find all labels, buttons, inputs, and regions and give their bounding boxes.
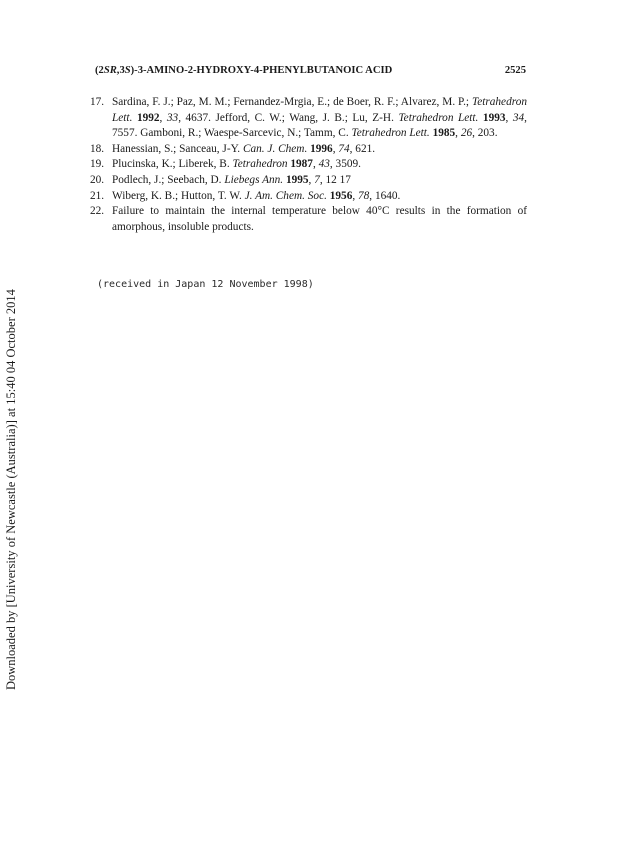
reference-text: Hanessian, S.; Sanceau, J-Y. — [112, 142, 243, 155]
reference-text: 1987 — [290, 158, 313, 171]
reference-text: 78 — [358, 189, 370, 202]
reference-text: Tetrahedron Lett. — [112, 96, 527, 124]
reference-text: , — [308, 173, 315, 186]
reference-text: , 203. — [472, 127, 498, 140]
reference-text: 43 — [318, 158, 330, 171]
download-watermark — [4, 220, 22, 690]
reference-text: 1996 — [310, 142, 333, 155]
reference-text: , 1640. — [369, 189, 401, 202]
reference-number: 21. — [90, 189, 105, 202]
reference-text: , — [505, 111, 513, 124]
reference-text: 33 — [166, 111, 179, 124]
reference-number: 17. — [90, 96, 105, 108]
reference-text: 1956 — [329, 189, 353, 202]
reference-text: , — [352, 189, 358, 202]
reference-text: Wiberg, K. B.; Hutton, T. W. — [112, 189, 245, 202]
reference-text: , — [455, 127, 461, 140]
reference-text: 26 — [460, 127, 473, 140]
reference-text: 1985 — [432, 127, 456, 140]
reference-number: 22. — [90, 205, 105, 218]
reference-number: 19. — [90, 158, 105, 171]
reference-text: , 7557. Gamboni, R.; Waespe-Sarcevic, N.; Tamm, C. — [112, 111, 527, 140]
reference-number: 18. — [90, 142, 105, 155]
reference-text: , — [159, 111, 167, 124]
page-number: 2525 — [504, 65, 526, 76]
reference-item — [90, 189, 527, 205]
reference-text: Sardina, F. J.; Paz, M. M.; Fernandez-Mrgia, E.; de Boer, R. F.; Alvarez, M. P.; — [112, 96, 472, 108]
reference-text: Plucinska, K.; Liberek, B. — [112, 158, 233, 171]
reference-item — [90, 142, 527, 158]
reference-text: , 3509. — [329, 158, 361, 171]
reference-text: Liebegs Ann. — [224, 173, 284, 186]
reference-text: , 4637. Jefford, C. W.; Wang, J. B.; Lu, Z-H. — [178, 111, 399, 124]
reference-item — [90, 95, 527, 142]
reference-number: 20. — [90, 173, 105, 186]
reference-item — [90, 204, 527, 235]
reference-text: Podlech, J.; Seebach, D. — [112, 173, 225, 186]
reference-text: 1995 — [285, 173, 309, 186]
article-title: (2SR,3S)-3-AMINO-2-HYDROXY-4-PHENYLBUTANOIC ACID — [95, 65, 393, 76]
reference-text: Tetrahedron Lett. — [351, 127, 430, 140]
reference-text: Tetrahedron Lett. — [398, 111, 479, 124]
reference-text: J. Am. Chem. Soc. — [244, 189, 327, 202]
reference-text: , 621. — [349, 142, 376, 155]
reference-list — [90, 95, 527, 235]
reference-text: , — [312, 158, 319, 171]
reference-text: , 12 17 — [319, 173, 351, 186]
reference-text: 34 — [512, 111, 525, 124]
reference-text: , — [332, 142, 339, 155]
reference-item — [90, 157, 527, 173]
reference-text: 1992 — [136, 111, 160, 124]
reference-text: 1993 — [482, 111, 506, 124]
reference-text: Tetrahedron — [232, 158, 288, 171]
reference-text: Failure to maintain the internal temperature below 40°C results in the formation of amorphous, insoluble products. — [112, 205, 527, 233]
received-note: (received in Japan 12 November 1998) — [97, 279, 314, 290]
running-head — [95, 65, 526, 81]
reference-text: 7 — [314, 173, 320, 186]
reference-text: Can. J. Chem. — [242, 142, 308, 155]
reference-item — [90, 173, 527, 189]
download-watermark-text: Downloaded by [University of Newcastle (Australia)] at 15:40 04 October 2014 — [4, 289, 18, 690]
reference-text: 74 — [338, 142, 350, 155]
